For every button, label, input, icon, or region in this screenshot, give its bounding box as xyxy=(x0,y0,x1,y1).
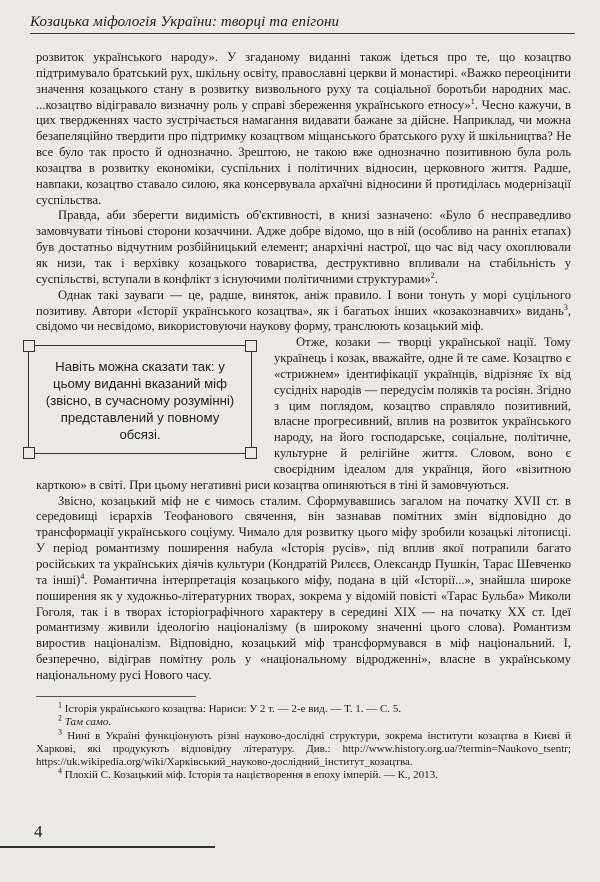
footnotes xyxy=(36,700,571,783)
footnote-2: $^2$ Там само. xyxy=(58,713,112,729)
paragraph-4: Отже, козаки — творці української нації. Тому українець і козак, вважайте, одне й те саме. Козацтво є «стрижнем» ідентифікації українців, відрізняє їх від сусідніх народів — передусім поляків та росіян. Згідно з цим поглядом, козацтво справляло позитивний, власне прогресивний, вплив на розвиток українського народу, на його господарське, соціальне, політичне, культурне й релігійне життя. Словом, воно є своєрідним ідеалом для українця, його «візитною карткою» в світі. При цьому негативні риси козацтва опиняються в тіні й замовчуються. xyxy=(36,335,571,492)
pull-quote-text: Навіть можна сказати так: у цьому виданні вказаний міф (звісно, в сучасному розумінні) представлений у повному обсязі. xyxy=(45,359,235,443)
corner-ornament xyxy=(245,447,257,459)
footnote-1: $^1$ Історія українського козацтва: Нариси: У 2 т. — 2-е вид. — Т. 1. — С. 5. xyxy=(58,700,402,715)
paragraph-2: Правда, аби зберегти видимість об'єктивності, в книзі зазначено: «Було б несправедливо замовчувати тіньові сторони козаччини. Адже добре відомо, що в ній (особливо на ранніх етапах) був достатньо відчутним розбійницький елемент; анархічні настрої, що час від часу охоплювали як низи, так і верхівку козацького товариства, деструктивно впливали на стабільність у суспільстві, вступали в конфлікт з існуючими політичними структурами»$^2$. xyxy=(36,208,571,286)
footnote-ref-3[interactable]: 3 xyxy=(563,302,568,312)
footnote-divider xyxy=(36,696,196,697)
page-number: 4 xyxy=(34,822,43,841)
footer-rule xyxy=(0,846,215,848)
paragraph-1: розвиток українського народу». У згаданому виданні також ідеться про те, що козацтво підтримувало братський рух, шкільну освіту, православні церкви й монастирі. «Важко переоцінити значення козацького стану в розвитку визвольного руху та соціальної боротьби народних мас. ...козацтво відігравало визначну роль у справі збереження українського етносу»$^1$. Чесно кажучи, в цих твердженнях часто зустрічається намагання видавати бажане за дійсне. Наприклад, чи можна безапеляційно твердити про підтримку козацтвом міщанського братського руху й шкільництва? Не все було так просто й однозначно. Зрештою, не такою вже однозначно позитивною була роль козацтва в розвитку економіки, суспільних і політичних відносин, церковного життя. Радше, навпаки, козацтво ставало силою, яка консервувала архаїчні відносини й протиділась модернізації суспільства. xyxy=(36,50,571,207)
corner-ornament xyxy=(245,340,257,352)
corner-ornament xyxy=(23,340,35,352)
corner-ornament xyxy=(23,447,35,459)
footnote-4: $^4$ Плохій С. Козацький міф. Історія та націєтворення в епоху імперій. — К., 2013. xyxy=(58,766,438,782)
body-text xyxy=(36,50,571,684)
footnote-ref-2[interactable]: 2 xyxy=(430,270,435,280)
footnote-ref-4[interactable]: 4 xyxy=(80,571,85,581)
footnote-3: $^3$ Нині в Україні функціонують різні науково-дослідні структури, зокрема інститути козацтва в Києві й Харкові, які продукують відповідну літературу. Див.: http://www.history.org.ua/?termin=Naukovo_tsentr; https://uk.wikipedia.org/wiki/Харківський_науково-дослідний_інститут_козацтва. xyxy=(36,726,571,769)
paragraph-5: Звісно, козацький міф не є чимось сталим. Сформувавшись загалом на початку XVII ст. в середовищі ієрархів Теофанового свячення, він зазнавав помітних змін відповідно до трансформації українського соціуму. Чимало для розвитку цього міфу зробили козацькі літописці. У період романтизму поширення набула «Історія русів», під вплив якої потрапили багато російських та українських діячів культури (Кондратій Рилєєв, Олександр Пушкін, Тарас Шевченко та інші)$^4$. Романтична інтерпретація козацького міфу, подана в цій «Історії...», знайшла широке поширення як у художньо-літературних творах, зокрема у відомій повісті «Тарас Бульба» Миколи Гоголя, так і в творах історіографічного характеру в середині XIX — на початку XX ст. Ідеї романтизму живили ідеологію націоналізму (в широкому значенні цього слова). Романтизм виростив націоналізм. Відповідно, козацький міф трансформувався в міф національний. І, безперечно, відіграв помітну роль у «національному відродженні», власне в українському національному русі Нового часу. xyxy=(36,493,571,682)
paragraph-3: Однак такі зауваги — це, радше, виняток, аніж правило. І вони тонуть у морі суцільного позитиву. Автори «Історії українського козацтва», як і багатьох інших «козакознавчих» видань$^3$, свідомо чи несвідомо, використовуючи наукову форму, транслюють козацький міф. xyxy=(36,287,571,334)
pull-quote xyxy=(28,345,252,454)
running-header: Козацька міфологія України: творці та епігони xyxy=(30,14,575,34)
footnote-ref-1[interactable]: 1 xyxy=(470,96,475,106)
